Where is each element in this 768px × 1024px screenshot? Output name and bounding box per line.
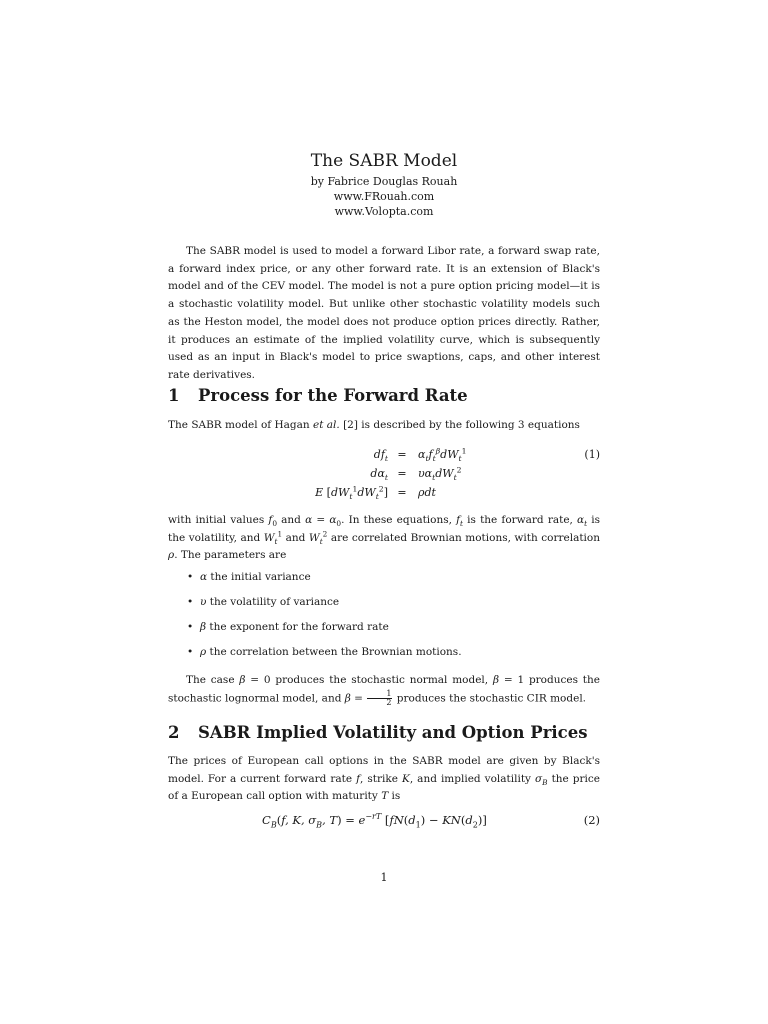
parameter-symbol: ρ xyxy=(200,646,207,658)
eq-lhs: dα xyxy=(370,467,385,480)
parameter-symbol: υ xyxy=(200,596,207,608)
bullet-icon: • xyxy=(187,596,194,608)
text-run: is the volatility, and xyxy=(168,514,601,544)
abstract-paragraph: The SABR model is used to model a forward Libor rate, a forward swap rate, a forward index price, or any other forward rate. It is an extension of Black's model and of the CEV model. The model is not a pure option pricing model—it is a stochastic volatility model. But unlike other stochastic volatility models such as the Heston model, the model does not produce option prices directly. Rather, it produces an estimate of the implied volatility curve, which is subsequently used as an input in Black's model to price swaptions, caps, and other interest rate derivatives. xyxy=(168,245,600,381)
text-run: is the forward rate, xyxy=(463,514,578,526)
text-run: , and implied volatility xyxy=(409,772,535,785)
eq-lhs: df xyxy=(373,448,385,461)
list-item xyxy=(187,596,339,608)
intro-text: The SABR model of Hagan xyxy=(168,419,314,431)
equation-number: (2) xyxy=(583,813,600,827)
text-run: produces the stochastic lognormal model, and xyxy=(168,674,600,705)
section-title: Process for the Forward Rate xyxy=(198,386,468,405)
text-run: and xyxy=(277,514,306,526)
bullet-icon: • xyxy=(187,621,194,633)
et-al: et al. xyxy=(313,419,340,431)
parameter-description: the volatility of variance xyxy=(206,596,340,608)
eq-equals: = xyxy=(397,467,407,480)
parameter-description: the exponent for the forward rate xyxy=(206,621,389,633)
bullet-icon: • xyxy=(187,571,194,583)
list-item xyxy=(187,571,311,583)
bullet-icon: • xyxy=(187,646,194,658)
eq-rhs: α xyxy=(418,448,426,461)
text-run: are correlated Brownian motions, with correlation xyxy=(327,531,600,544)
text-run: is xyxy=(388,790,401,803)
equation-row: E $[dW_t^1dW_t^2]$ = ρdt xyxy=(315,484,436,502)
equation-number: (1) xyxy=(584,448,600,461)
text-run: , strike xyxy=(360,772,402,785)
parameter-description: the correlation between the Brownian motions. xyxy=(206,646,462,658)
author-website: www.FRouah.com xyxy=(333,190,435,203)
text-run: . The parameters are xyxy=(174,549,287,562)
text-run: produces the stochastic CIR model. xyxy=(393,692,587,705)
list-item xyxy=(187,646,462,658)
section-number: 1 xyxy=(168,386,180,405)
list-item xyxy=(187,621,389,633)
paper-title: The SABR Model xyxy=(310,151,458,171)
text-run: . In these equations, xyxy=(341,514,457,526)
text-run: The prices of European call options in the SABR model are given by Black's model. For a current forward rate xyxy=(168,755,600,785)
eq-lhs: E xyxy=(315,486,324,499)
section-heading-2 xyxy=(168,723,588,742)
text-run: produces the stochastic normal model, xyxy=(270,674,493,686)
section-heading-1 xyxy=(168,386,468,405)
intro-text-end: [2] is described by the following 3 equations xyxy=(339,419,580,431)
section-number: 2 xyxy=(168,723,180,742)
text-run: with initial values xyxy=(168,514,269,526)
text-run: and xyxy=(282,531,309,544)
parameter-description: the initial variance xyxy=(207,571,311,583)
section-title: SABR Implied Volatility and Option Prices xyxy=(198,723,588,742)
eq-equals: = xyxy=(397,486,407,499)
section1-paragraph: with initial values $f_0$ and $\alpha = \alpha_0$. In these equations, $f_t$ is the forward rate, $\alpha_t$ is the volatility, and $W_t^1$ and $W_t^2$ are correlated Brownian motions, with correlation ρ. The parameters are xyxy=(168,514,601,562)
parameter-symbol: β xyxy=(200,621,207,633)
text-run: the price of a European call option with maturity xyxy=(168,772,600,803)
equation-black-call-price: $C_B(f$, K, $\sigma_B$, $T) = e^{-rT}$ $[fN(d_1) - KN(d_2)]$ (2) xyxy=(262,812,600,830)
fraction: $\frac{1}{2}$ xyxy=(367,690,392,707)
author-website-secondary: www.Volopta.com xyxy=(334,205,434,218)
author-line: by Fabrice Douglas Rouah xyxy=(310,175,458,188)
section1-closing-paragraph: The case β = 0 produces the stochastic normal model, β = 1 produces the stochastic lognormal model, and β = $\frac{1}{2}$ produces the stochastic CIR model. xyxy=(168,674,600,707)
section1-intro xyxy=(168,417,600,435)
parameter-symbol: α xyxy=(200,571,208,583)
eq-equals: = xyxy=(397,448,407,461)
eq-rhs: ρdt xyxy=(418,486,436,499)
text-run: The case xyxy=(186,674,240,686)
section2-paragraph: The prices of European call options in the SABR model are given by Black's model. For a current forward rate f, strike K, and implied volatility $\sigma_B$ the price of a European call option with maturity T is xyxy=(168,755,600,803)
equation-row: $df_t$ = $\alpha_tf_t^\beta dW_t^1$ (1) xyxy=(373,446,600,464)
equation-row: $d\alpha_t$ = $\upsilon\alpha_tdW_t^2$ xyxy=(370,465,462,483)
page-number: 1 xyxy=(380,871,388,884)
